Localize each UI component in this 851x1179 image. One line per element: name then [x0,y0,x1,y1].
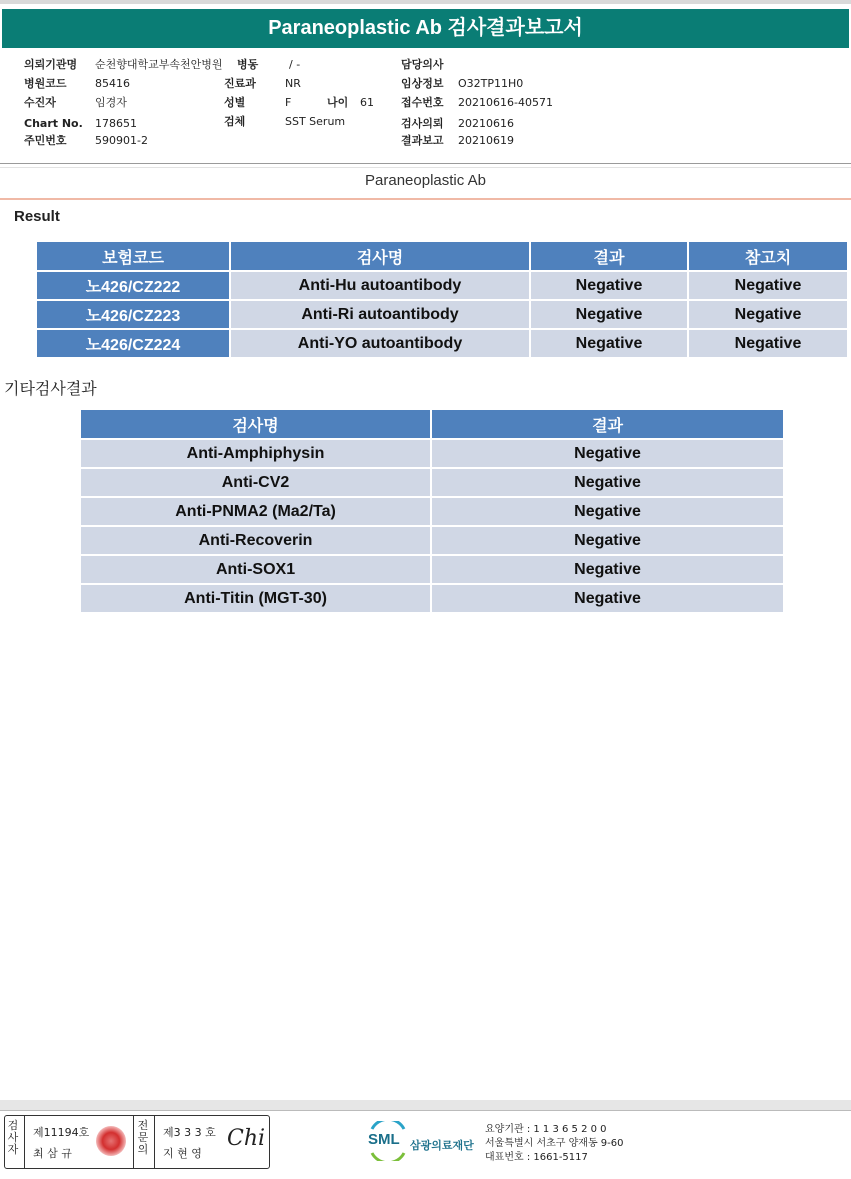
label-report-date: 결과보고 [401,134,444,147]
header-result: 결과 [530,241,688,271]
header-insurance-code: 보험코드 [36,241,230,271]
value-receipt-no: 20210616-40571 [458,96,553,109]
org-phone: 대표번호 : 1661-5117 [485,1152,588,1163]
divider [0,167,851,168]
cell-result: Negative [431,584,784,613]
org-info [485,1123,624,1165]
footer-band [0,1100,851,1110]
divider-accent [0,198,851,200]
value-request-date: 20210616 [458,117,514,130]
specialist-label-char: 의 [137,1143,149,1156]
logo-mark: SML [368,1131,400,1148]
table-header-row [80,409,784,439]
cell-test-name: Anti-CV2 [80,468,431,497]
cell-test-name: Anti-Amphiphysin [80,439,431,468]
label-hospital: 의뢰기관명 [24,58,78,71]
cell-result: Negative [431,555,784,584]
value-clinical-info: O32TP11H0 [458,77,524,90]
label-age: 나이 [327,96,349,109]
specialist-label-char: 문 [137,1131,149,1144]
cell-result: Negative [431,497,784,526]
examiner-name: 최 삼 규 [33,1147,72,1160]
table-row [80,468,784,497]
table-header-row [36,241,848,271]
label-ward: 병동 [237,58,259,71]
table-row [80,526,784,555]
org-address: 서울특별시 서초구 양재동 9-60 [485,1138,624,1149]
cell-test-name: Anti-PNMA2 (Ma2/Ta) [80,497,431,526]
cell-test-name: Anti-SOX1 [80,555,431,584]
cell-result: Negative [530,271,688,300]
top-border [0,0,851,4]
cell-result: Negative [530,329,688,358]
header-test-name: 검사명 [230,241,530,271]
cell-test-name: Anti-Recoverin [80,526,431,555]
label-doctor: 담당의사 [401,58,444,71]
examiner-label-char: 사 [7,1131,19,1144]
specialist-license: 제3 3 3 호 [163,1126,216,1139]
examiner-license: 제11194호 [33,1126,90,1139]
divider [154,1116,155,1168]
label-patient: 수진자 [24,96,56,109]
specialist-label [136,1120,150,1156]
examiner-label-char: 검 [7,1119,19,1132]
label-department: 진료과 [224,77,256,90]
label-specimen: 검체 [224,115,246,128]
value-hospital-code: 85416 [95,77,130,90]
header-reference: 참고치 [688,241,848,271]
divider [0,163,851,164]
cell-result: Negative [431,468,784,497]
main-result-table [35,240,849,359]
signature: Chi [227,1126,266,1151]
value-patient: 임경자 [95,96,127,109]
divider [133,1116,134,1168]
specialist-name: 지 현 영 [163,1147,202,1160]
cell-test-name: Anti-Hu autoantibody [230,271,530,300]
org-name: 삼광의료재단 [410,1139,474,1152]
table-row [80,555,784,584]
value-age: 61 [360,96,374,109]
cell-result: Negative [530,300,688,329]
cell-reference: Negative [688,329,848,358]
label-chart-no: Chart No. [24,117,83,130]
label-request-date: 검사의뢰 [401,117,444,130]
label-receipt-no: 접수번호 [401,96,444,109]
label-sex: 성별 [224,96,246,109]
table-row [80,584,784,613]
cell-insurance-code: 노426/CZ222 [36,271,230,300]
table-row [36,329,848,358]
value-report-date: 20210619 [458,134,514,147]
label-clinical-info: 임상정보 [401,77,444,90]
section-title: Paraneoplastic Ab [365,172,486,189]
divider [24,1116,25,1168]
other-results-heading: 기타검사결과 [4,379,97,398]
label-hospital-code: 병원코드 [24,77,67,90]
label-resident-no: 주민번호 [24,134,67,147]
header-result: 결과 [431,409,784,439]
value-sex: F [285,96,292,109]
cell-reference: Negative [688,271,848,300]
specialist-label-char: 전 [137,1119,149,1132]
value-hospital: 순천향대학교부속천안병원 [95,58,223,71]
cell-insurance-code: 노426/CZ223 [36,300,230,329]
table-row [80,497,784,526]
table-row [80,439,784,468]
cell-insurance-code: 노426/CZ224 [36,329,230,358]
org-registration: 요양기관 : 1 1 3 6 5 2 0 0 [485,1124,607,1135]
sml-logo [366,1121,410,1165]
header-test-name: 검사명 [80,409,431,439]
value-ward: / - [289,58,301,71]
value-specimen: SST Serum [285,115,346,128]
examiner-label [6,1120,20,1156]
cell-test-name: Anti-Ri autoantibody [230,300,530,329]
value-chart-no: 178651 [95,117,137,130]
cell-result: Negative [431,439,784,468]
table-row [36,271,848,300]
report-title: Paraneoplastic Ab 검사결과보고서 [2,9,849,48]
cell-result: Negative [431,526,784,555]
other-result-table [79,408,785,614]
cell-reference: Negative [688,300,848,329]
footer-divider [0,1110,851,1111]
value-department: NR [285,77,301,90]
table-row [36,300,848,329]
result-heading: Result [14,208,60,225]
value-resident-no: 590901-2 [95,134,148,147]
signature-box [4,1115,270,1169]
cell-test-name: Anti-Titin (MGT-30) [80,584,431,613]
examiner-label-char: 자 [7,1143,19,1156]
seal-stamp-icon [96,1126,126,1156]
cell-test-name: Anti-YO autoantibody [230,329,530,358]
